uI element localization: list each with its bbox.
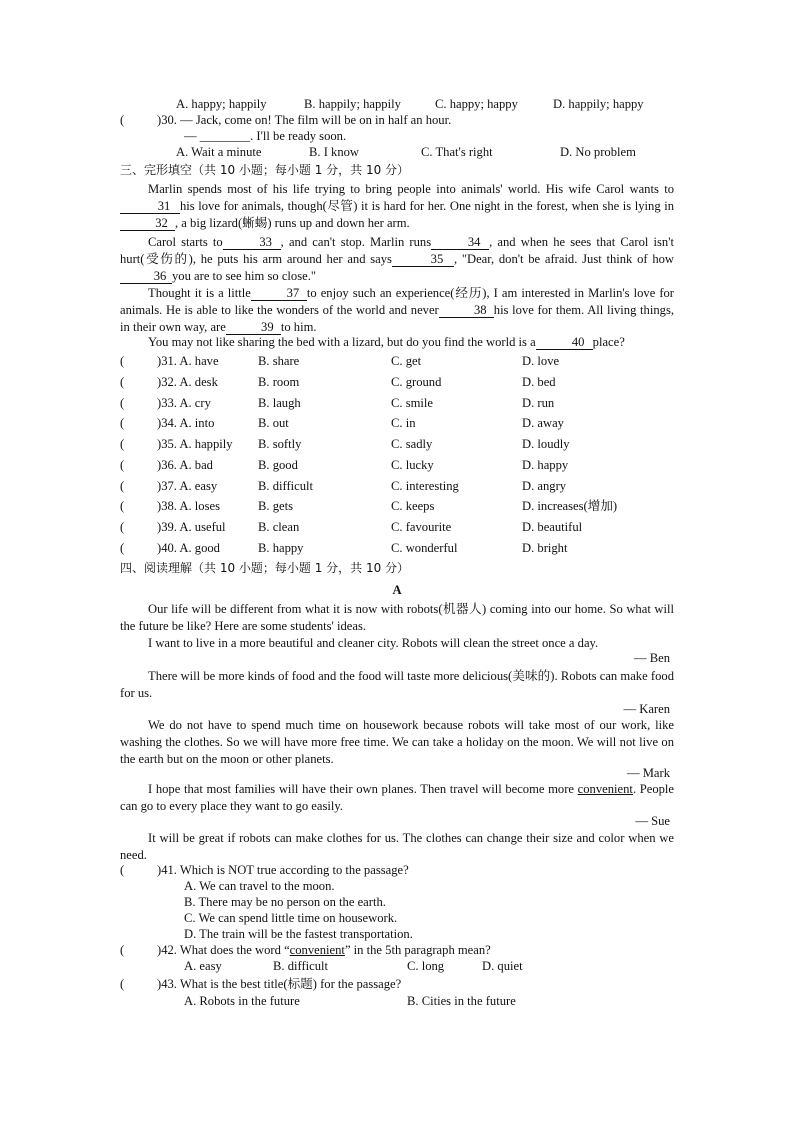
reading-ben-signature: — Ben [633,651,670,665]
reading-mark-signature: — Mark [626,766,670,780]
q42-option-a: A. easy [184,959,222,973]
q42-option-c: C. long [407,959,445,973]
q29-option-d: D. happily; happy [553,97,644,111]
q42-option-d: D. quiet [482,959,523,973]
q30-option-d: D. No problem [560,145,636,159]
section4-title: 四、阅读理解（共 10 小题；每小题 1 分，共 10 分） [120,561,410,575]
q42-stem: )42. What does the word “convenient” in the 5th paragraph mean? [157,943,491,957]
reading-intro: Our life will be different from what it is now with robots(机器人) coming into our home. So what will the future be like? Here are some students' ideas. [120,602,674,633]
reading-ben-text: I want to live in a more beautiful and cleaner city. Robots will clean the street once a day. [148,636,599,650]
q41-stem: )41. Which is NOT true according to the passage? [157,863,409,877]
q30-option-a: A. Wait a minute [176,145,262,159]
q29-option-c: C. happy; happy [435,97,518,111]
cloze-paragraph-2: Carol starts to 33 , and can't stop. Marlin runs 34 , and when he sees that Carol isn't hurt(受伤的), he puts his arm around her and says 35 , "Dear, don't be afraid. Just think of how36 you are to see him so close." [120,235,675,283]
q41-option-d: D. The train will be the fastest transportation. [184,927,413,941]
q29-option-b: B. happily; happily [304,97,401,111]
q41-option-b: B. There may be no person on the earth. [184,895,386,909]
q29-option-a: A. happy; happily [176,97,267,111]
q42-bracket: ( [120,943,125,957]
q30-bracket: ( [120,113,125,127]
q41-option-c: C. We can spend little time on housework. [184,911,398,925]
q30-option-c: C. That's right [421,145,493,159]
reading-mark-text: We do not have to spend much time on housework because robots will take most of our work, like washing the clothes. So we will have more free time. We can take a holiday on the moon. We will not live on the earth but on the moon or other planets. [120,718,674,766]
q43-stem: )43. What is the best title(标题) for the passage? [157,977,402,991]
q41-option-a: A. We can travel to the moon. [184,879,335,893]
reading-last-paragraph: It will be great if robots can make clothes for us. The clothes can change their size and color when we need. [120,831,674,862]
reading-sue-signature: — Sue [635,814,670,828]
cloze-paragraph-3: Thought it is a little 37 to enjoy such an experience(经历), I am interested in Marlin's love for animals. He is able to like the wonders of the world and never 38 his love for them. All living things, in their own way, are 39 to him. [120,286,674,334]
cloze-paragraph-4: You may not like sharing the bed with a lizard, but do you find the world is a 40 place? [148,335,625,349]
section3-title: 三、完形填空（共 10 小题；每小题 1 分，共 10 分） [120,163,410,177]
convenient-word: convenient [577,782,633,796]
reading-sue-text: I hope that most families will have their own planes. Then travel will become more convenient. People can go to every place they want to go easily. [120,782,675,813]
q43-option-a: A. Robots in the future [184,994,300,1008]
q43-bracket: ( [120,977,125,991]
passage-label: A [392,583,402,597]
q43-option-b: B. Cities in the future [407,994,516,1008]
q30-option-b: B. I know [309,145,360,159]
reading-karen-signature: — Karen [623,702,670,716]
q30-reply: — ________. I'll be ready soon. [184,129,347,143]
q42-option-b: B. difficult [273,959,329,973]
cloze-paragraph-1: Marlin spends most of his life trying to bring people into animals' world. His wife Carol wants to31 his love for animals, though(尽管) it is hard for her. One night in the forest, when she is lying in32 , a big lizard(蜥蜴) runs up and down her arm. [120,181,674,232]
reading-karen-text: There will be more kinds of food and the food will taste more delicious(美味的). Robots can make food for us. [120,669,674,700]
q41-bracket: ( [120,863,125,877]
q30-stem: )30. — Jack, come on! The film will be on in half an hour. [157,113,452,127]
